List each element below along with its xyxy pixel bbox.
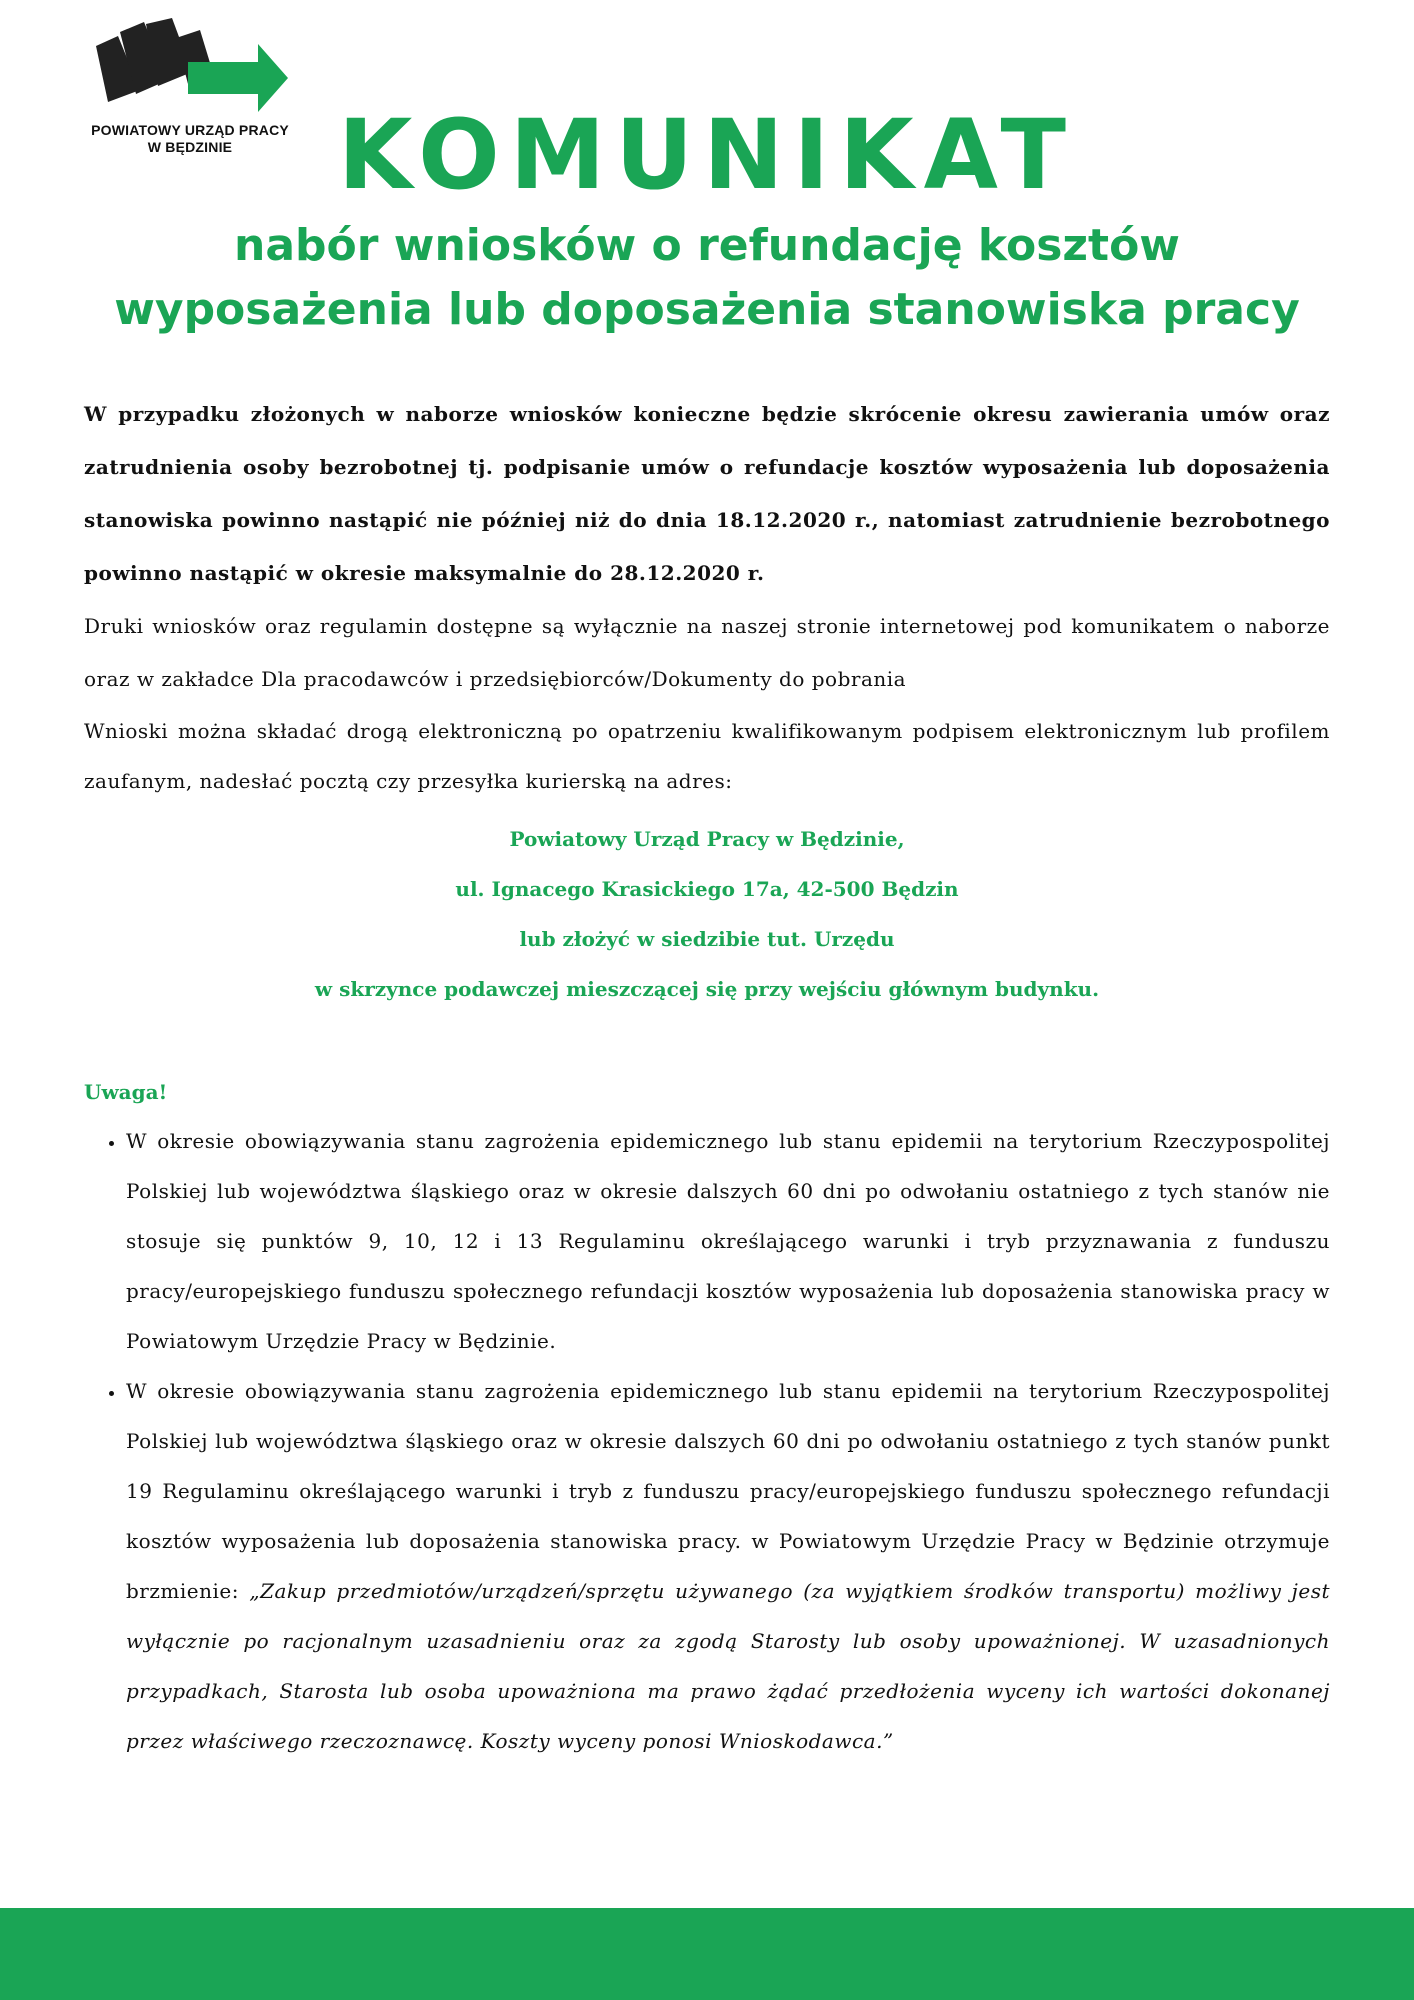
notes-heading: Uwaga! [84,1080,168,1104]
page-title: KOMUNIKAT [338,99,1076,211]
paragraph-deadlines: W przypadku złożonych w naborze wniosków konieczne będzie skrócenie okresu zawierania umów oraz zatrudnienia osoby bezrobotnej tj. podpisanie umów o refundacje kosztów wyposażenia lub doposażenia stanowiska powinno nastąpić nie później niż do dnia 18.12.2020 r., natomiast zatrudnienie bezrobotnego powinno nastąpić w okresie maksymalnie do 28.12.2020 r. [84,402,1330,585]
subtitle-line-2: wyposażenia lub doposażenia stanowiska pracy [114,284,1300,335]
logo-line-2: W BĘDZINIE [147,139,233,155]
note-text: W okresie obowiązywania stanu zagrożenia epidemicznego lub stanu epidemii na terytorium Rzeczypospolitej Polskiej lub województwa śląskiego oraz w okresie dalszych 60 dni po odwołaniu ostatniego z tych stanów nie stosuje się punktów 9, 10, 12 i 13 Regulaminu określającego warunki i tryb przyznawania z funduszu pracy/europejskiego funduszu społecznego refundacji kosztów wyposażenia lub doposażenia stanowiska pracy w Powiatowym Urzędzie Pracy w Będzinie. [126,1129,1330,1353]
subtitle-line-1: nabór wniosków o refundację kosztów [234,220,1180,271]
document-body [84,388,1330,1766]
paragraph-submission: Wnioski można składać drogą elektroniczną po opatrzeniu kwalifikowanym podpisem elektronicznym lub profilem zaufanym, nadesłać pocztą czy przesyłka kurierską na adres: [84,719,1330,793]
note-text: W okresie obowiązywania stanu zagrożenia epidemicznego lub stanu epidemii na terytorium Rzeczypospolitej Polskiej lub województwa śląskiego oraz w okresie dalszych 60 dni po odwołaniu ostatniego z tych stanów punkt 19 Regulaminu określającego warunki i tryb z funduszu pracy/europejskiego funduszu społecznego refundacji kosztów wyposażenia lub doposażenia stanowiska pracy. w Powiatowym Urzędzie Pracy w Będzinie otrzymuje brzmienie: [126,1379,1330,1603]
footer-bar [0,1908,1414,2000]
list-item [126,1116,1330,1366]
address-block [84,814,1330,1014]
address-line-4: w skrzynce podawczej mieszczącej się przy wejściu głównym budynku. [314,977,1100,1001]
notes-list [84,1116,1330,1766]
address-line-2: ul. Ignacego Krasickiego 17a, 42-500 Będzin [455,877,959,901]
note-quote: „Zakup przedmiotów/urządzeń/sprzętu używanego (za wyjątkiem środków transportu) możliwy jest wyłącznie po racjonalnym uzasadnieniu oraz za zgodą Starosty lub osoby upoważnionej. W uzasadnionych przypadkach, Starosta lub osoba upoważniona ma prawo żądać przedłożenia wyceny ich wartości dokonanej przez właściwego rzeczoznawcę. Koszty wyceny ponosi Wnioskodawca.” [126,1579,1330,1753]
address-line-3: lub złożyć w siedzibie tut. Urzędu [519,927,895,951]
logo-line-1: POWIATOWY URZĄD PRACY [91,122,289,138]
address-line-1: Powiatowy Urząd Pracy w Będzinie, [509,827,905,851]
paragraph-forms: Druki wniosków oraz regulamin dostępne są wyłącznie na naszej stronie internetowej pod komunikatem o naborze oraz w zakładce Dla pracodawców i przedsiębiorców/Dokumenty do pobrania [84,614,1330,691]
page-subtitle [0,214,1414,342]
list-item [126,1366,1330,1766]
